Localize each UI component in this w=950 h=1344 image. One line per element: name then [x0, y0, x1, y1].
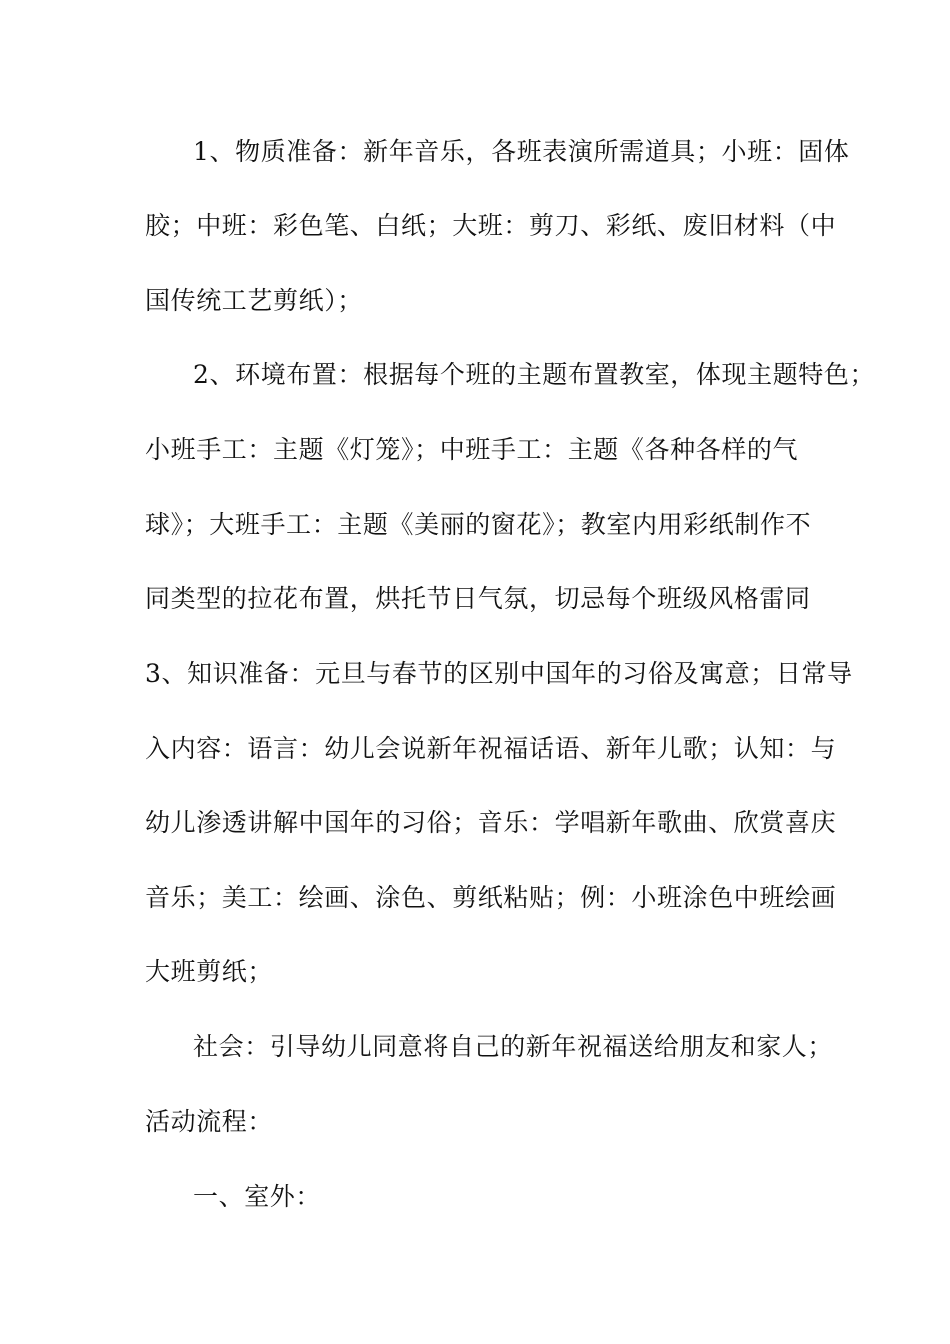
text-line: 1、物质准备：新年音乐，各班表演所需道具；小班：固体: [193, 137, 850, 166]
text-line: 音乐；美工：绘画、涂色、剪纸粘贴；例：小班涂色中班绘画: [145, 883, 837, 912]
text-line: 小班手工：主题《灯笼》；中班手工：主题《各种各样的气: [145, 435, 799, 464]
text-line: 胶；中班：彩色笔、白纸；大班：剪刀、彩纸、废旧材料（中: [145, 211, 837, 240]
text-line: 球》；大班手工：主题《美丽的窗花》；教室内用彩纸制作不: [145, 510, 812, 539]
text-line: 入内容：语言：幼儿会说新年祝福话语、新年儿歌；认知：与: [145, 734, 837, 763]
text-line: 3、知识准备：元旦与春节的区别中国年的习俗及寓意；日常导: [145, 659, 853, 688]
text-line: 幼儿渗透讲解中国年的习俗；音乐：学唱新年歌曲、欣赏喜庆: [145, 808, 837, 837]
text-line: 大班剪纸；: [145, 957, 274, 986]
text-line: 2、环境布置：根据每个班的主题布置教室，体现主题特色；: [193, 360, 876, 389]
text-line: 社会：引导幼儿同意将自己的新年祝福送给朋友和家人；: [193, 1032, 834, 1061]
text-line: 同类型的拉花布置，烘托节日气氛，切忌每个班级风格雷同: [145, 584, 811, 613]
text-line: 一、室外：: [193, 1182, 322, 1211]
text-line: 活动流程：: [145, 1107, 274, 1136]
text-line: 国传统工艺剪纸）；: [145, 286, 363, 315]
